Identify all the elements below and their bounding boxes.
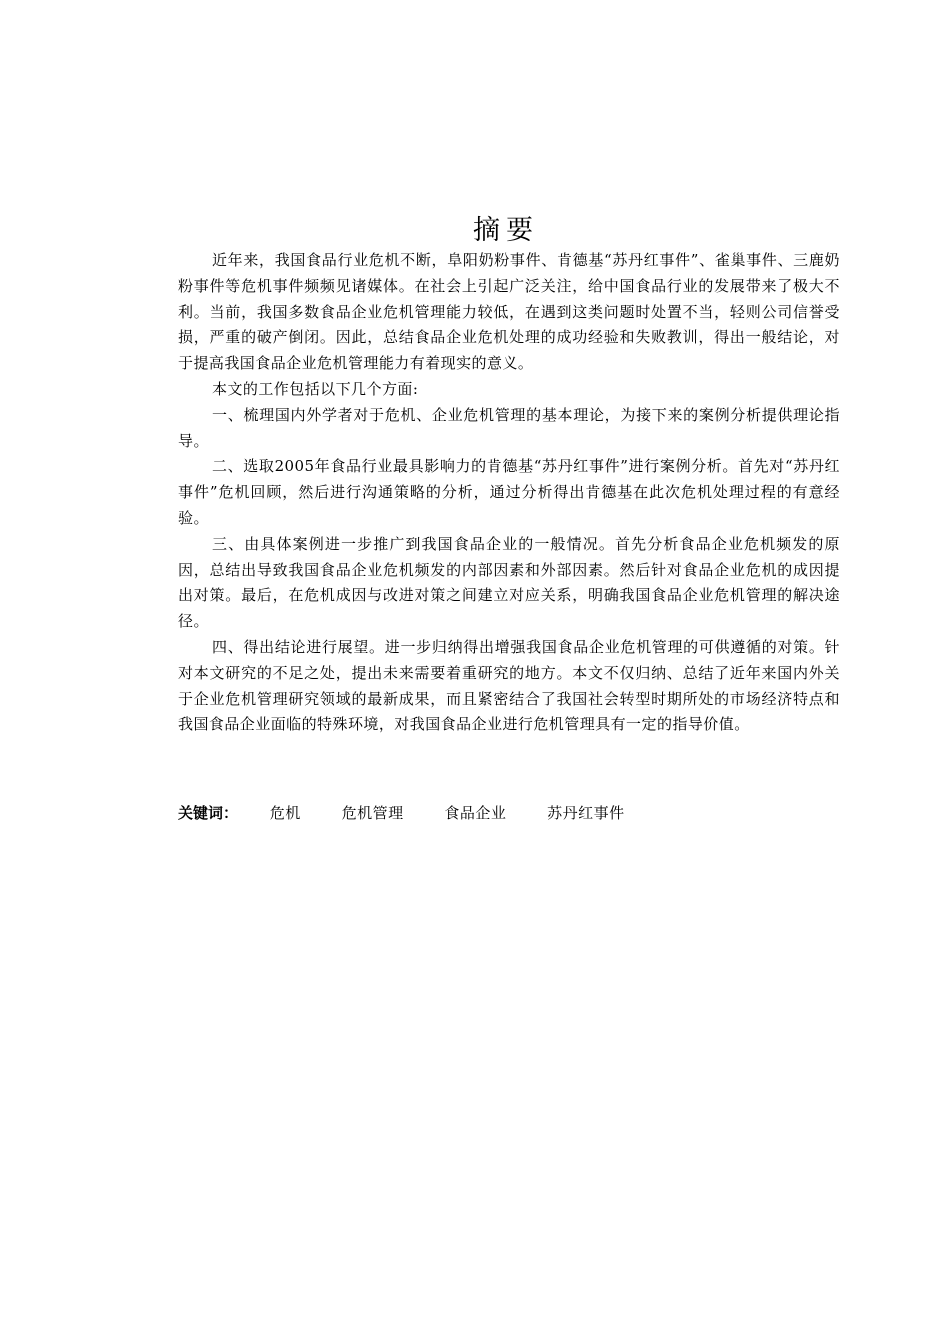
keywords-label: 关键词： (178, 804, 239, 822)
abstract-paragraph: 一、梳理国内外学者对于危机、企业危机管理的基本理论，为接下来的案例分析提供理论指导。 (178, 405, 840, 450)
keywords-line (178, 800, 840, 826)
keyword-item: 危机 (269, 804, 301, 822)
abstract-paragraph: 二、选取2005年食品行业最具影响力的肯德基“苏丹红事件”进行案例分析。首先对“苏丹红事件”危机回顾，然后进行沟通策略的分析，通过分析得出肯德基在此次危机处理过程的有意经验。 (178, 457, 840, 527)
abstract-paragraph: 四、得出结论进行展望。进一步归纳得出增强我国食品企业危机管理的可供遵循的对策。针对本文研究的不足之处，提出未来需要着重研究的地方。本文不仅归纳、总结了近年来国内外关于企业危机管理研究领域的最新成果，而且紧密结合了我国社会转型时期所处的市场经济特点和我国食品企业面临的特殊环境，对我国食品企业进行危机管理具有一定的指导价值。 (178, 637, 840, 734)
keyword-item: 食品企业 (444, 804, 507, 822)
abstract-body (178, 248, 840, 738)
abstract-title: 摘要 (473, 215, 539, 247)
abstract-paragraph: 三、由具体案例进一步推广到我国食品企业的一般情况。首先分析食品企业危机频发的原因，总结出导致我国食品企业危机频发的内部因素和外部因素。然后针对食品企业危机的成因提出对策。最后，在危机成因与改进对策之间建立对应关系，明确我国食品企业危机管理的解决途径。 (178, 534, 840, 631)
keyword-item: 苏丹红事件 (547, 804, 625, 822)
keyword-item: 危机管理 (341, 804, 404, 822)
abstract-paragraph: 近年来，我国食品行业危机不断，阜阳奶粉事件、肯德基“苏丹红事件”、雀巢事件、三鹿奶粉事件等危机事件频频见诸媒体。在社会上引起广泛关注，给中国食品行业的发展带来了极大不利。当前，我国多数食品企业危机管理能力较低，在遇到这类问题时处置不当，轻则公司信誉受损，严重的破产倒闭。因此，总结食品企业危机处理的成功经验和失败教训，得出一般结论，对于提高我国食品企业危机管理能力有着现实的意义。 (178, 251, 840, 373)
abstract-paragraph: 本文的工作包括以下几个方面: (212, 379, 419, 398)
